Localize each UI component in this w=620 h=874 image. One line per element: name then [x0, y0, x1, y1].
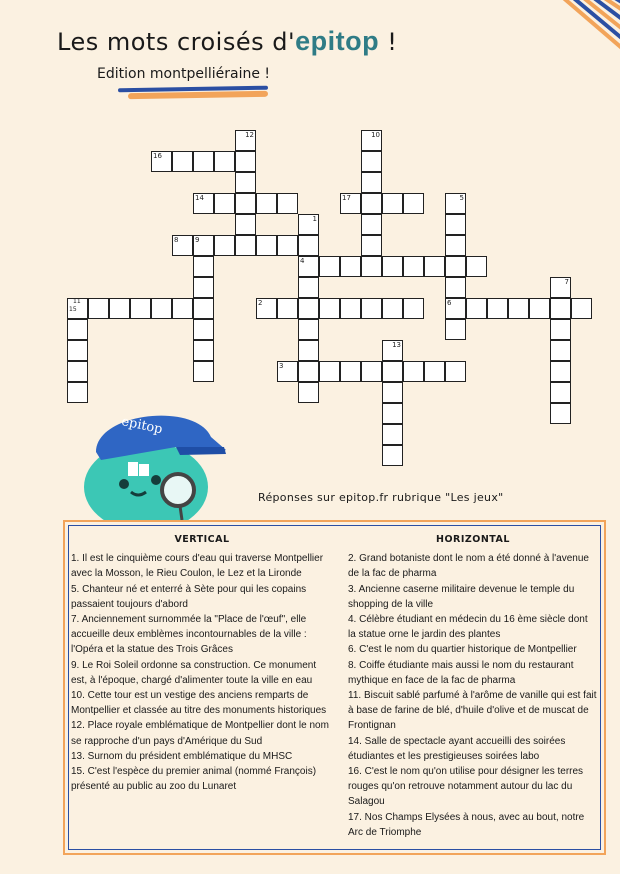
crossword-cell[interactable]	[67, 319, 88, 340]
crossword-cell[interactable]	[67, 298, 88, 319]
crossword-cell[interactable]	[277, 298, 298, 319]
crossword-cell[interactable]	[361, 361, 382, 382]
crossword-cell[interactable]	[172, 298, 193, 319]
crossword-cell[interactable]	[361, 298, 382, 319]
crossword-cell[interactable]	[424, 256, 445, 277]
crossword-cell[interactable]	[277, 235, 298, 256]
crossword-cell[interactable]	[298, 277, 319, 298]
crossword-cell[interactable]	[193, 151, 214, 172]
crossword-cell[interactable]	[298, 340, 319, 361]
clue-number: 9	[195, 236, 200, 244]
crossword-cell[interactable]	[67, 361, 88, 382]
crossword-cell[interactable]	[214, 235, 235, 256]
clue-number: 6	[447, 299, 452, 307]
crossword-cell[interactable]	[361, 151, 382, 172]
crossword-cell[interactable]	[403, 256, 424, 277]
crossword-cell[interactable]	[550, 340, 571, 361]
crossword-cell[interactable]	[550, 319, 571, 340]
clue-number: 8	[174, 236, 179, 244]
crossword-cell[interactable]	[445, 235, 466, 256]
mascot-illustration	[76, 392, 226, 520]
crossword-cell[interactable]	[445, 277, 466, 298]
page-subtitle: Edition montpelliéraine !	[97, 66, 271, 82]
clue-number: 1	[312, 215, 317, 223]
crossword-cell[interactable]	[382, 445, 403, 466]
crossword-cell[interactable]	[298, 214, 319, 235]
crossword-cell[interactable]	[298, 382, 319, 403]
crossword-cell[interactable]	[256, 235, 277, 256]
crossword-cell[interactable]	[172, 235, 193, 256]
clue-number: 7	[564, 278, 569, 286]
crossword-cell[interactable]	[529, 298, 550, 319]
clues-panel	[63, 520, 606, 855]
crossword-cell[interactable]	[571, 298, 592, 319]
crossword-cell[interactable]	[151, 298, 172, 319]
crossword-cell[interactable]	[403, 361, 424, 382]
crossword-cell[interactable]	[319, 298, 340, 319]
crossword-cell[interactable]	[235, 151, 256, 172]
crossword-cell[interactable]	[298, 235, 319, 256]
mascot-cap-text: epitop	[120, 414, 164, 438]
crossword-cell[interactable]	[256, 193, 277, 214]
crossword-cell[interactable]	[382, 256, 403, 277]
horizontal-clues-title: HORIZONTAL	[436, 534, 510, 545]
crossword-cell[interactable]	[445, 361, 466, 382]
crossword-cell[interactable]	[382, 298, 403, 319]
crossword-cell[interactable]	[361, 214, 382, 235]
crossword-cell[interactable]	[214, 193, 235, 214]
crossword-cell[interactable]	[361, 256, 382, 277]
crossword-cell[interactable]	[466, 256, 487, 277]
crossword-cell[interactable]	[277, 193, 298, 214]
crossword-cell[interactable]	[445, 193, 466, 214]
crossword-cell[interactable]	[445, 298, 466, 319]
clue-vertical: 1. Il est le cinquième cours d'eau qui traverse Montpellier avec la Mosson, le Rieu Coulon, le Lez et la Lironde	[71, 553, 324, 580]
clue-vertical: 7. Anciennement surnommée la "Place de l'œuf", elle accueille deux emblèmes incontournables de la ville : l'Opéra et la statue des Trois Grâces	[71, 614, 307, 656]
clue-number: 14	[195, 194, 204, 202]
crossword-cell[interactable]	[550, 403, 571, 424]
crossword-cell[interactable]	[277, 361, 298, 382]
crossword-cell[interactable]	[403, 298, 424, 319]
crossword-cell[interactable]	[403, 193, 424, 214]
crossword-cell[interactable]	[319, 361, 340, 382]
crossword-cell[interactable]	[193, 256, 214, 277]
clue-vertical: 13. Surnom du président emblématique du MHSC	[71, 750, 293, 762]
crossword-cell[interactable]	[550, 382, 571, 403]
clue-horizontal: 6. C'est le nom du quartier historique de Montpellier	[348, 644, 577, 656]
crossword-cell[interactable]	[193, 361, 214, 382]
crossword-cell[interactable]	[193, 193, 214, 214]
crossword-cell[interactable]	[130, 298, 151, 319]
crossword-cell[interactable]	[382, 403, 403, 424]
brand-name: epitop	[295, 26, 380, 56]
crossword-cell[interactable]	[361, 193, 382, 214]
clue-horizontal: 14. Salle de spectacle ayant accueilli des soirées étudiantes et les prestigieuses soirées labo	[348, 735, 566, 762]
crossword-cell[interactable]	[445, 256, 466, 277]
clue-horizontal: 17. Nos Champs Elysées à nous, avec au bout, notre Arc de Triomphe	[348, 811, 585, 838]
crossword-cell[interactable]	[193, 319, 214, 340]
crossword-cell[interactable]	[235, 172, 256, 193]
clue-horizontal: 3. Ancienne caserne militaire devenue le temple du shopping de la ville	[348, 583, 575, 610]
clue-number: 5	[459, 194, 464, 202]
crossword-cell[interactable]	[193, 340, 214, 361]
crossword-cell[interactable]	[382, 193, 403, 214]
clue-number: 16	[153, 152, 162, 160]
title-suffix: !	[379, 28, 398, 56]
clue-number: 17	[342, 194, 351, 202]
clue-vertical: 15. C'est l'espèce du premier animal (nommé François) présenté au public au zoo du Lunaret	[71, 766, 317, 793]
crossword-cell[interactable]	[88, 298, 109, 319]
crossword-cell[interactable]	[424, 361, 445, 382]
crossword-cell[interactable]	[382, 340, 403, 361]
crossword-cell[interactable]	[256, 298, 277, 319]
clue-number: 12	[245, 131, 254, 139]
crossword-cell[interactable]	[193, 298, 214, 319]
crossword-cell[interactable]	[466, 298, 487, 319]
clue-horizontal: 16. C'est le nom qu'on utilise pour désigner les terres rouges qu'on retrouve notamment autour du lac du Salagou	[348, 766, 584, 808]
crossword-cell[interactable]	[382, 361, 403, 382]
crossword-cell[interactable]	[214, 151, 235, 172]
crossword-cell[interactable]	[109, 298, 130, 319]
crossword-cell[interactable]	[235, 214, 256, 235]
clue-number: 3	[279, 362, 284, 370]
crossword-cell[interactable]	[445, 319, 466, 340]
crossword-cell[interactable]	[550, 298, 571, 319]
crossword-cell[interactable]	[340, 361, 361, 382]
clue-vertical: 10. Cette tour est un vestige des anciens remparts de Montpellier et classée au titre des monuments historiques	[71, 690, 327, 717]
crossword-cell[interactable]	[361, 130, 382, 151]
clue-number: 4	[300, 257, 305, 265]
clue-horizontal: 11. Biscuit sablé parfumé à l'arôme de vanille qui est fait à base de farine de blé, d'huile d'olive et de muscat de Frontignan	[348, 690, 597, 732]
crossword-cell[interactable]	[340, 193, 361, 214]
crossword-cell[interactable]	[235, 130, 256, 151]
crossword-cell[interactable]	[151, 151, 172, 172]
crossword-cell[interactable]	[298, 256, 319, 277]
crossword-cell[interactable]	[319, 256, 340, 277]
crossword-cell[interactable]	[235, 193, 256, 214]
corner-stripes-decoration	[550, 0, 620, 60]
crossword-cell[interactable]	[382, 424, 403, 445]
clue-horizontal: 2. Grand botaniste dont le nom a été donné à l'avenue de la fac de pharma	[348, 553, 589, 580]
clue-number: 15	[69, 306, 77, 313]
clue-number: 10	[371, 131, 380, 139]
crossword-cell[interactable]	[361, 235, 382, 256]
crossword-cell[interactable]	[298, 298, 319, 319]
clue-vertical: 12. Place royale emblématique de Montpellier dont le nom se rapproche d'un pays d'Amérique du Sud	[71, 720, 329, 747]
crossword-cell[interactable]	[340, 256, 361, 277]
crossword-cell[interactable]	[298, 319, 319, 340]
crossword-cell[interactable]	[550, 361, 571, 382]
clue-horizontal: 4. Célèbre étudiant en médecin du 16 ème siècle dont la statue orne le jardin des plantes	[348, 614, 588, 641]
crossword-cell[interactable]	[361, 172, 382, 193]
clue-horizontal: 8. Coiffe étudiante mais aussi le nom du restaurant mythique en face de la fac de pharma	[348, 659, 574, 686]
page-title	[57, 26, 397, 57]
vertical-clues-title: VERTICAL	[174, 534, 230, 545]
subtitle-underline-orange	[128, 91, 268, 99]
crossword-cell[interactable]	[550, 277, 571, 298]
crossword-cell[interactable]	[340, 298, 361, 319]
title-prefix: Les mots croisés d'	[57, 28, 296, 56]
clue-number: 13	[392, 341, 401, 349]
crossword-cell[interactable]	[193, 277, 214, 298]
crossword-cell[interactable]	[67, 340, 88, 361]
crossword-cell[interactable]	[508, 298, 529, 319]
clue-vertical: 9. Le Roi Soleil ordonne sa construction. Ce monument est, à l'époque, chargé d'alimenter toute la ville en eau	[71, 659, 317, 686]
crossword-cell[interactable]	[172, 151, 193, 172]
vertical-clues	[71, 532, 333, 794]
crossword-cell[interactable]	[445, 214, 466, 235]
crossword-cell[interactable]	[298, 361, 319, 382]
clue-number: 2	[258, 299, 263, 307]
clue-number: 11	[73, 298, 81, 305]
crossword-cell[interactable]	[193, 235, 214, 256]
clue-vertical: 5. Chanteur né et enterré à Sète pour qui les copains passaient toujours d'abord	[71, 583, 307, 610]
crossword-cell[interactable]	[382, 382, 403, 403]
crossword-cell[interactable]	[235, 235, 256, 256]
horizontal-clues	[348, 532, 598, 840]
crossword-cell[interactable]	[487, 298, 508, 319]
answers-note: Réponses sur epitop.fr rubrique "Les jeux"	[258, 491, 504, 504]
